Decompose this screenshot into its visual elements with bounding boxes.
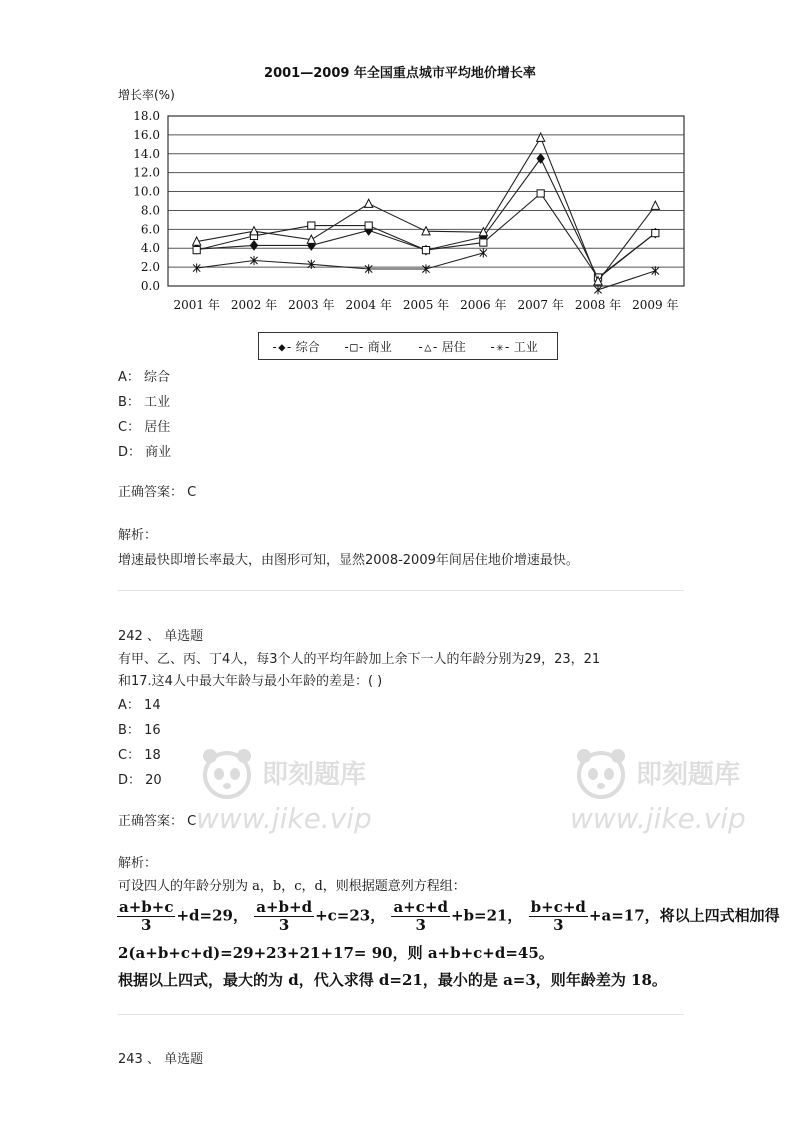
y-tick-label: 4.0 (140, 241, 160, 256)
panda-logo-icon (196, 742, 258, 804)
fraction: $\frac{b+c+d}{3}$ (530, 898, 586, 934)
x-tick-label: 2005 年 (402, 298, 450, 312)
equation-system: $\frac{a+b+c}{3}$ +d=29， $\frac{a+b+d}{3}$ +c=23， $\frac{a+c+d}{3}$ +b=21， $\frac{b+c+d}{3}$ +a=17，将以上四式相加得 (119, 898, 780, 934)
data-point (422, 247, 429, 254)
y-tick-label: 12.0 (133, 165, 160, 180)
data-point (250, 227, 258, 235)
question-stem-line1: 有甲、乙、丙、丁4人，每3个人的平均年龄加上余下一人的年龄分别为29，23，21 (118, 652, 601, 667)
watermark-url: www.jike.vip (196, 802, 372, 835)
x-tick-label: 2001 年 (173, 298, 220, 312)
data-point (480, 248, 487, 257)
y-tick-label: 10.0 (133, 184, 160, 199)
y-tick-label: 8.0 (140, 203, 160, 218)
question-header: 242 、 单选题 (118, 629, 204, 644)
option-b[interactable]: B： 16 (118, 723, 161, 738)
y-tick-label: 18.0 (133, 109, 160, 123)
legend-item-commercial: -□- 商业 (343, 340, 392, 354)
plot-area (168, 116, 684, 286)
data-point (537, 133, 545, 141)
analysis-label: 解析： (118, 856, 158, 871)
option-c[interactable]: C： 居住 (118, 420, 171, 435)
data-point (365, 222, 372, 229)
panda-logo-icon (570, 742, 632, 804)
x-tick-label: 2004 年 (345, 298, 392, 312)
solution-intro: 可设四人的年龄分别为 a，b，c，d，则根据题意列方程组： (118, 879, 466, 894)
solution-conclusion: 根据以上四式，最大的为 d，代入求得 d=21，最小的是 a=3，则年龄差为 18。 (118, 971, 667, 989)
analysis-label: 解析： (118, 528, 158, 543)
series-2 (193, 133, 660, 285)
option-b[interactable]: B： 工业 (118, 395, 171, 410)
fraction: $\frac{a+c+d}{3}$ (393, 898, 448, 934)
y-tick-label: 16.0 (133, 127, 160, 142)
legend-item-residential: -△- 居住 (417, 340, 466, 354)
chart-y-axis-label: 增长率(%) (118, 88, 175, 102)
x-tick-label: 2009 年 (632, 298, 679, 312)
legend-item-composite: -◆- 综合 (271, 340, 320, 354)
option-c[interactable]: C： 18 (118, 748, 161, 763)
chart-title: 2001—2009 年全国重点城市平均地价增长率 (264, 66, 536, 81)
legend-item-industrial: -✳- 工业 (489, 340, 538, 354)
option-d[interactable]: D： 商业 (118, 445, 172, 460)
question-stem-line2: 和17.这4人中最大年龄与最小年龄的差是：( ) (118, 674, 383, 689)
data-point (480, 239, 487, 246)
data-point (365, 199, 373, 207)
y-tick-label: 2.0 (140, 260, 160, 275)
x-tick-label: 2002 年 (230, 298, 278, 312)
watermark-url: www.jike.vip (570, 802, 746, 835)
correct-answer: 正确答案： C (118, 814, 197, 829)
question-header: 243 、 单选题 (118, 1052, 204, 1067)
line-chart (0, 0, 800, 330)
x-tick-label: 2006 年 (460, 298, 507, 312)
fraction: $\frac{a+b+c}{3}$ (119, 898, 174, 934)
question-divider (118, 590, 684, 591)
watermark-brand: 即刻题库 (262, 760, 367, 790)
x-tick-label: 2003 年 (288, 298, 335, 312)
analysis-text: 增速最快即增长率最大，由图形可知，显然2008-2009年间居住地价增速最快。 (118, 553, 579, 568)
chart-legend (258, 332, 558, 360)
x-tick-label: 2007 年 (517, 298, 564, 312)
data-point (308, 222, 315, 229)
data-point (537, 190, 544, 197)
option-a[interactable]: A： 综合 (118, 370, 171, 385)
question-divider (118, 1014, 684, 1015)
data-point (594, 285, 601, 294)
y-tick-label: 14.0 (133, 146, 160, 161)
watermark (196, 742, 372, 835)
correct-answer: 正确答案： C (118, 485, 197, 500)
watermark-brand: 即刻题库 (636, 760, 741, 790)
option-d[interactable]: D： 20 (118, 773, 162, 788)
x-tick-label: 2008 年 (574, 298, 622, 312)
y-tick-label: 0.0 (140, 279, 160, 293)
data-point (652, 230, 659, 237)
y-tick-label: 6.0 (140, 222, 160, 237)
data-point (652, 266, 659, 275)
sum-equation: 2(a+b+c+d)=29+23+21+17= 90，则 a+b+c+d=45。 (118, 944, 554, 962)
data-point (193, 247, 200, 254)
data-point (651, 201, 659, 209)
fraction: $\frac{a+b+d}{3}$ (256, 898, 313, 934)
option-a[interactable]: A： 14 (118, 698, 161, 713)
watermark (570, 742, 746, 835)
